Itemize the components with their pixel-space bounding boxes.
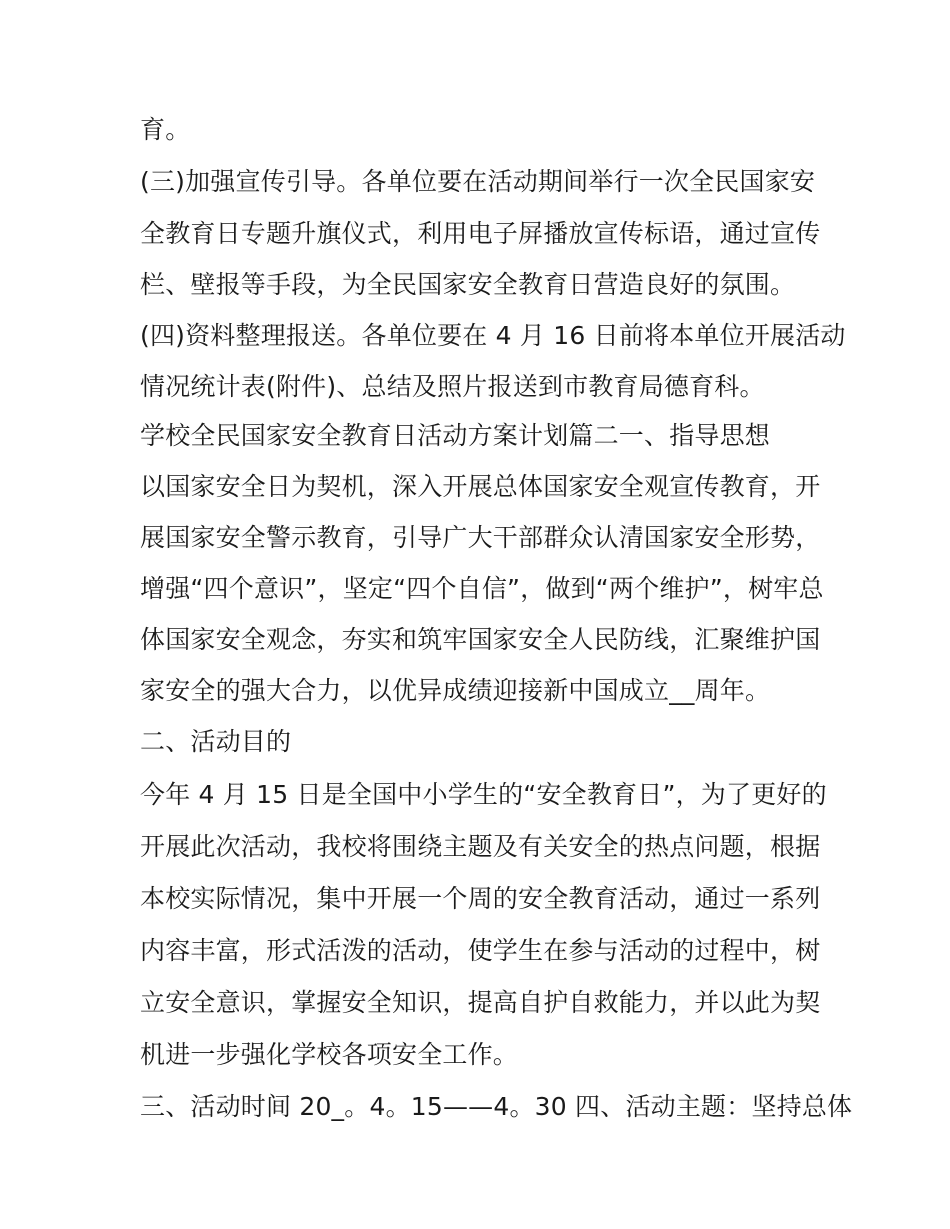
text-line: 情况统计表(附件)、总结及照片报送到市教育局德育科。 xyxy=(140,372,765,401)
text-line: 开展此次活动，我校将围绕主题及有关安全的热点问题，根据 xyxy=(140,832,821,861)
text-line: 今年 4 月 15 日是全国中小学生的“安全教育日”，为了更好的 xyxy=(140,780,827,809)
text-line: 立安全意识，掌握安全知识，提高自护自救能力，并以此为契 xyxy=(140,988,821,1017)
text-line: 栏、壁报等手段，为全民国家安全教育日营造良好的氛围。 xyxy=(140,270,796,299)
text-line: 展国家安全警示教育，引导广大干部群众认清国家安全形势， xyxy=(140,523,821,552)
text-line: 全教育日专题升旗仪式，利用电子屏播放宣传标语，通过宣传 xyxy=(140,219,821,248)
text-line: 增强“四个意识”，坚定“四个自信”，做到“两个维护”，树牢总 xyxy=(140,574,824,603)
text-line: 三、活动时间 20_。4。15——4。30 四、活动主题：坚持总体 xyxy=(140,1092,853,1121)
section-heading: 学校全民国家安全教育日活动方案计划篇二一、指导思想 xyxy=(140,421,771,450)
section-heading: 二、活动目的 xyxy=(140,727,292,756)
text-line: 内容丰富，形式活泼的活动，使学生在参与活动的过程中，树 xyxy=(140,936,821,965)
text-line: 家安全的强大合力，以优异成绩迎接新中国成立__周年。 xyxy=(140,676,771,705)
text-line: (三)加强宣传引导。各单位要在活动期间举行一次全民国家安 xyxy=(140,167,816,196)
text-line: 本校实际情况，集中开展一个周的安全教育活动，通过一系列 xyxy=(140,884,821,913)
text-line: 体国家安全观念，夯实和筑牢国家安全人民防线，汇聚维护国 xyxy=(140,625,821,654)
text-line: 机进一步强化学校各项安全工作。 xyxy=(140,1040,519,1069)
text-line: (四)资料整理报送。各单位要在 4 月 16 日前将本单位开展活动 xyxy=(140,321,846,350)
text-line: 育。 xyxy=(140,115,191,144)
text-line: 以国家安全日为契机，深入开展总体国家安全观宣传教育，开 xyxy=(140,472,821,501)
